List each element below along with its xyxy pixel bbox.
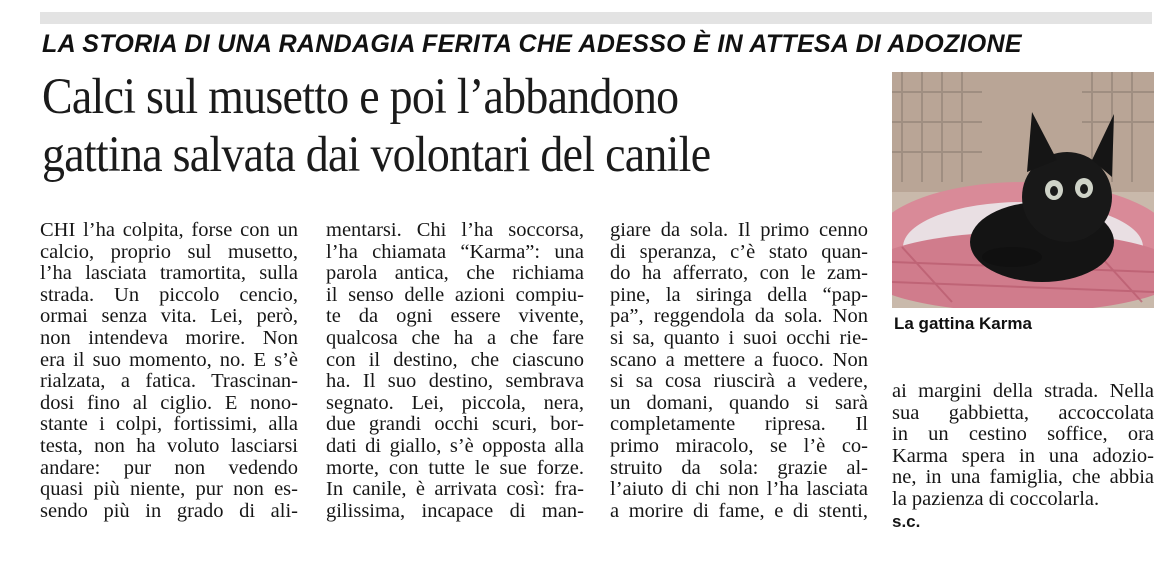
text-line: quasi più niente, pur non es-	[40, 478, 298, 501]
text-line: sua gabbietta, accoccolata	[892, 401, 1154, 424]
text-line: giare da sola. Il primo cenno	[610, 219, 868, 241]
text-line: qualcosa che ha a che fare	[326, 326, 584, 349]
text-line: un domani, quando si sarà	[610, 391, 868, 414]
text-line: completamente ripresa. Il	[610, 413, 868, 436]
cat-photo	[892, 72, 1154, 308]
text-line: ormai senza vita. Lei, però,	[40, 305, 298, 328]
kicker: LA STORIA DI UNA RANDAGIA FERITA CHE ADESSO È IN ATTESA DI ADOZIONE	[42, 30, 1022, 58]
text-line: mentarsi. Chi l’ha soccorsa,	[326, 219, 584, 241]
text-line: di speranza, c’è stato quan-	[610, 240, 868, 263]
text-line: ha. Il suo destino, sembrava	[326, 370, 584, 393]
text-line: pine, la siringa della “pap-	[610, 283, 868, 306]
headline-line-1: Calci sul musetto e poi l’abbandono	[42, 69, 679, 125]
text-line: do ha afferrato, con le zam-	[610, 262, 868, 285]
text-line: l’ha lasciata tramortita, sulla	[40, 262, 298, 285]
photo-caption: La gattina Karma	[894, 314, 1032, 333]
text-line: il senso delle azioni compiu-	[326, 283, 584, 306]
text-line: Karma spera in una adozio-	[892, 444, 1154, 467]
text-line: la pazienza di coccolarla.	[892, 487, 1100, 510]
text-line: strada. Un piccolo cencio,	[40, 283, 298, 306]
text-line: morte, con tutte le sue forze.	[326, 456, 584, 479]
headline-line-2: gattina salvata dai volontari del canile	[42, 127, 711, 183]
text-line: era il suo momento, no. E s’è	[40, 348, 298, 371]
article-column-4	[892, 381, 1154, 532]
author-signature: s.c.	[892, 511, 921, 531]
text-line: segnato. Lei, piccola, nera,	[326, 391, 584, 414]
text-line: struito da sola: grazie al-	[610, 456, 868, 479]
text-line: pa”, reggendola da sola. Non	[610, 305, 868, 328]
text-line: due grandi occhi scuri, bor-	[326, 413, 584, 436]
article-column-2	[326, 220, 584, 522]
text-line: te da ogni essere vivente,	[326, 305, 584, 328]
article-column-1	[40, 220, 298, 522]
text-line: scano a mettere a fuoco. Non	[610, 348, 868, 371]
text-line: l’ha chiamata “Karma”: una	[326, 240, 584, 263]
headline	[42, 68, 798, 184]
top-rule	[40, 12, 1152, 24]
text-line: stante i colpi, fortissimi, alla	[40, 413, 298, 436]
text-line: con il destino, che ciascuno	[326, 348, 584, 371]
text-line: andare: pur non vedendo	[40, 456, 298, 479]
text-line: calcio, proprio sul musetto,	[40, 240, 298, 263]
text-line: primo miracolo, se l’è co-	[610, 434, 868, 457]
text-line: in un cestino soffice, ora	[892, 423, 1154, 446]
text-line: si sa cosa riuscirà a vedere,	[610, 370, 868, 393]
text-line: testa, non ha voluto lasciarsi	[40, 434, 298, 457]
text-line: In canile, è arrivata così: fra-	[326, 478, 584, 501]
text-line: CHI l’ha colpita, forse con un	[40, 219, 298, 241]
article-column-3	[610, 220, 868, 522]
text-line: dosi fino al ciglio. E nono-	[40, 391, 298, 414]
text-line: sendo più in grado di ali-	[40, 499, 298, 522]
text-line: non intendeva morire. Non	[40, 326, 298, 349]
text-line: ai margini della strada. Nella	[892, 380, 1154, 402]
text-line: rialzata, a fatica. Trascinan-	[40, 370, 298, 393]
text-line: l’aiuto di chi non l’ha lasciata	[610, 478, 868, 501]
text-line: gilissima, incapace di man-	[326, 499, 584, 522]
text-line: dati di giallo, s’è opposta alla	[326, 434, 584, 457]
text-line: a morire di fame, e di stenti,	[610, 499, 868, 522]
text-line: ne, in una famiglia, che abbia	[892, 466, 1154, 489]
text-line: parola antica, che richiama	[326, 262, 584, 285]
text-line: si sa, quanto i suoi occhi rie-	[610, 326, 868, 349]
